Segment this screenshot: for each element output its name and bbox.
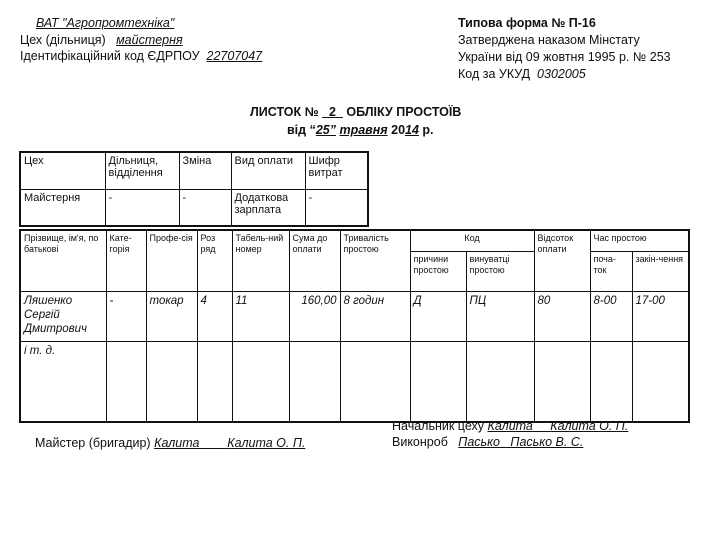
cell-tab-number: 11 [232, 291, 289, 341]
header-code-reason: причини простою [410, 251, 466, 291]
title-prefix: ЛИСТОК № [250, 105, 319, 119]
header-time: Час простою [590, 230, 689, 251]
value-shop: Майстерня [20, 189, 105, 226]
foreman-sign: Пасько [458, 435, 500, 449]
sheet-number: 2 [329, 105, 336, 119]
chief-name: Калита О. П. [550, 419, 629, 433]
value-cost-code: - [305, 189, 368, 226]
header-time-start: поча-ток [590, 251, 632, 291]
ukud-line [458, 66, 586, 82]
header-tab-number: Табель-ний номер [232, 230, 289, 291]
cell-code-reason: Д [410, 291, 466, 341]
shop-label: Цех (дільниця) [20, 33, 106, 47]
header-code: Код [410, 230, 534, 251]
cell-category: - [106, 291, 146, 341]
header-shift: Зміна [179, 152, 231, 189]
header-section: Дільниця, відділення [105, 152, 179, 189]
cell-code-culprit: ПЦ [466, 291, 534, 341]
org-name: ВАТ "Агропромтехніка" [36, 16, 175, 30]
foreman-signature [392, 434, 583, 450]
cell-profession: токар [146, 291, 197, 341]
header-duration: Тривалість простою [340, 230, 410, 291]
edrpou-label: Ідентифікаційний код ЄДРПОУ [20, 49, 200, 63]
header-time-end: закін-чення [632, 251, 689, 291]
cell-grade: 4 [197, 291, 232, 341]
doc-title [250, 104, 461, 120]
ukud-value: 0302005 [537, 67, 586, 81]
form-title: Типова форма № П-16 [458, 16, 596, 30]
top-table-header-row [20, 152, 368, 189]
foreman-label: Виконроб [392, 435, 448, 449]
header-cost-code: Шифр витрат [305, 152, 368, 189]
master-sign: Калита [154, 436, 200, 450]
header-code-culprit: винуватці простою [466, 251, 534, 291]
ukud-label: Код за УКУД [458, 67, 531, 81]
cell-etc: і т. д. [20, 341, 106, 422]
date-month: травня [339, 123, 388, 137]
main-header-row [20, 230, 689, 251]
value-section: - [105, 189, 179, 226]
cell-amount: 160,00 [289, 291, 340, 341]
master-sign-line [154, 436, 305, 450]
shop-value: майстерня [116, 33, 183, 47]
main-table [19, 229, 690, 423]
cell-name: Ляшенко Сергій Дмитрович [20, 291, 106, 341]
table-row [20, 291, 689, 341]
foreman-sign-line [458, 435, 583, 449]
cell-time-start: 8-00 [590, 291, 632, 341]
value-shift: - [179, 189, 231, 226]
date-day: 25” [315, 123, 336, 137]
cell-duration: 8 годин [340, 291, 410, 341]
header-name: Прізвище, ім'я, по батькові [20, 230, 106, 291]
organization [22, 15, 174, 31]
cell-time-end: 17-00 [632, 291, 689, 341]
top-table [19, 151, 369, 227]
doc-date [287, 122, 434, 138]
edrpou-line [20, 48, 262, 64]
date-prefix: від “ [287, 123, 316, 137]
approved-line-1: Затверджена наказом Мінстату [458, 33, 640, 47]
year-prefix: 20 [391, 123, 406, 137]
foreman-name: Пасько В. С. [510, 435, 584, 449]
title-suffix: ОБЛІКУ ПРОСТОЇВ [346, 105, 462, 119]
shop-line [20, 32, 183, 48]
header-payment-type: Вид оплати [231, 152, 305, 189]
date-suffix: р. [422, 123, 434, 137]
master-label: Майстер (бригадир) [35, 436, 151, 450]
header-percent: Відсоток оплати [534, 230, 590, 291]
year-suffix: 14 [405, 123, 419, 137]
header-shop: Цех [20, 152, 105, 189]
cell-percent: 80 [534, 291, 590, 341]
chief-sign-line [487, 419, 628, 433]
value-payment-type: Додаткова зарплата [231, 189, 305, 226]
master-name: Калита О. П. [227, 436, 306, 450]
approved-line-2: України від 09 жовтня 1995 р. № 253 [458, 50, 671, 64]
chief-signature [392, 418, 628, 434]
table-row-etc [20, 341, 689, 422]
master-signature [35, 435, 305, 451]
top-table-value-row [20, 189, 368, 226]
header-profession: Профе-сія [146, 230, 197, 291]
chief-label: Начальник цеху [392, 419, 484, 433]
header-amount: Сума до оплати [289, 230, 340, 291]
edrpou-value: 22707047 [206, 49, 263, 63]
chief-sign: Калита [487, 419, 533, 433]
header-category: Кате-горія [106, 230, 146, 291]
header-grade: Роз ряд [197, 230, 232, 291]
